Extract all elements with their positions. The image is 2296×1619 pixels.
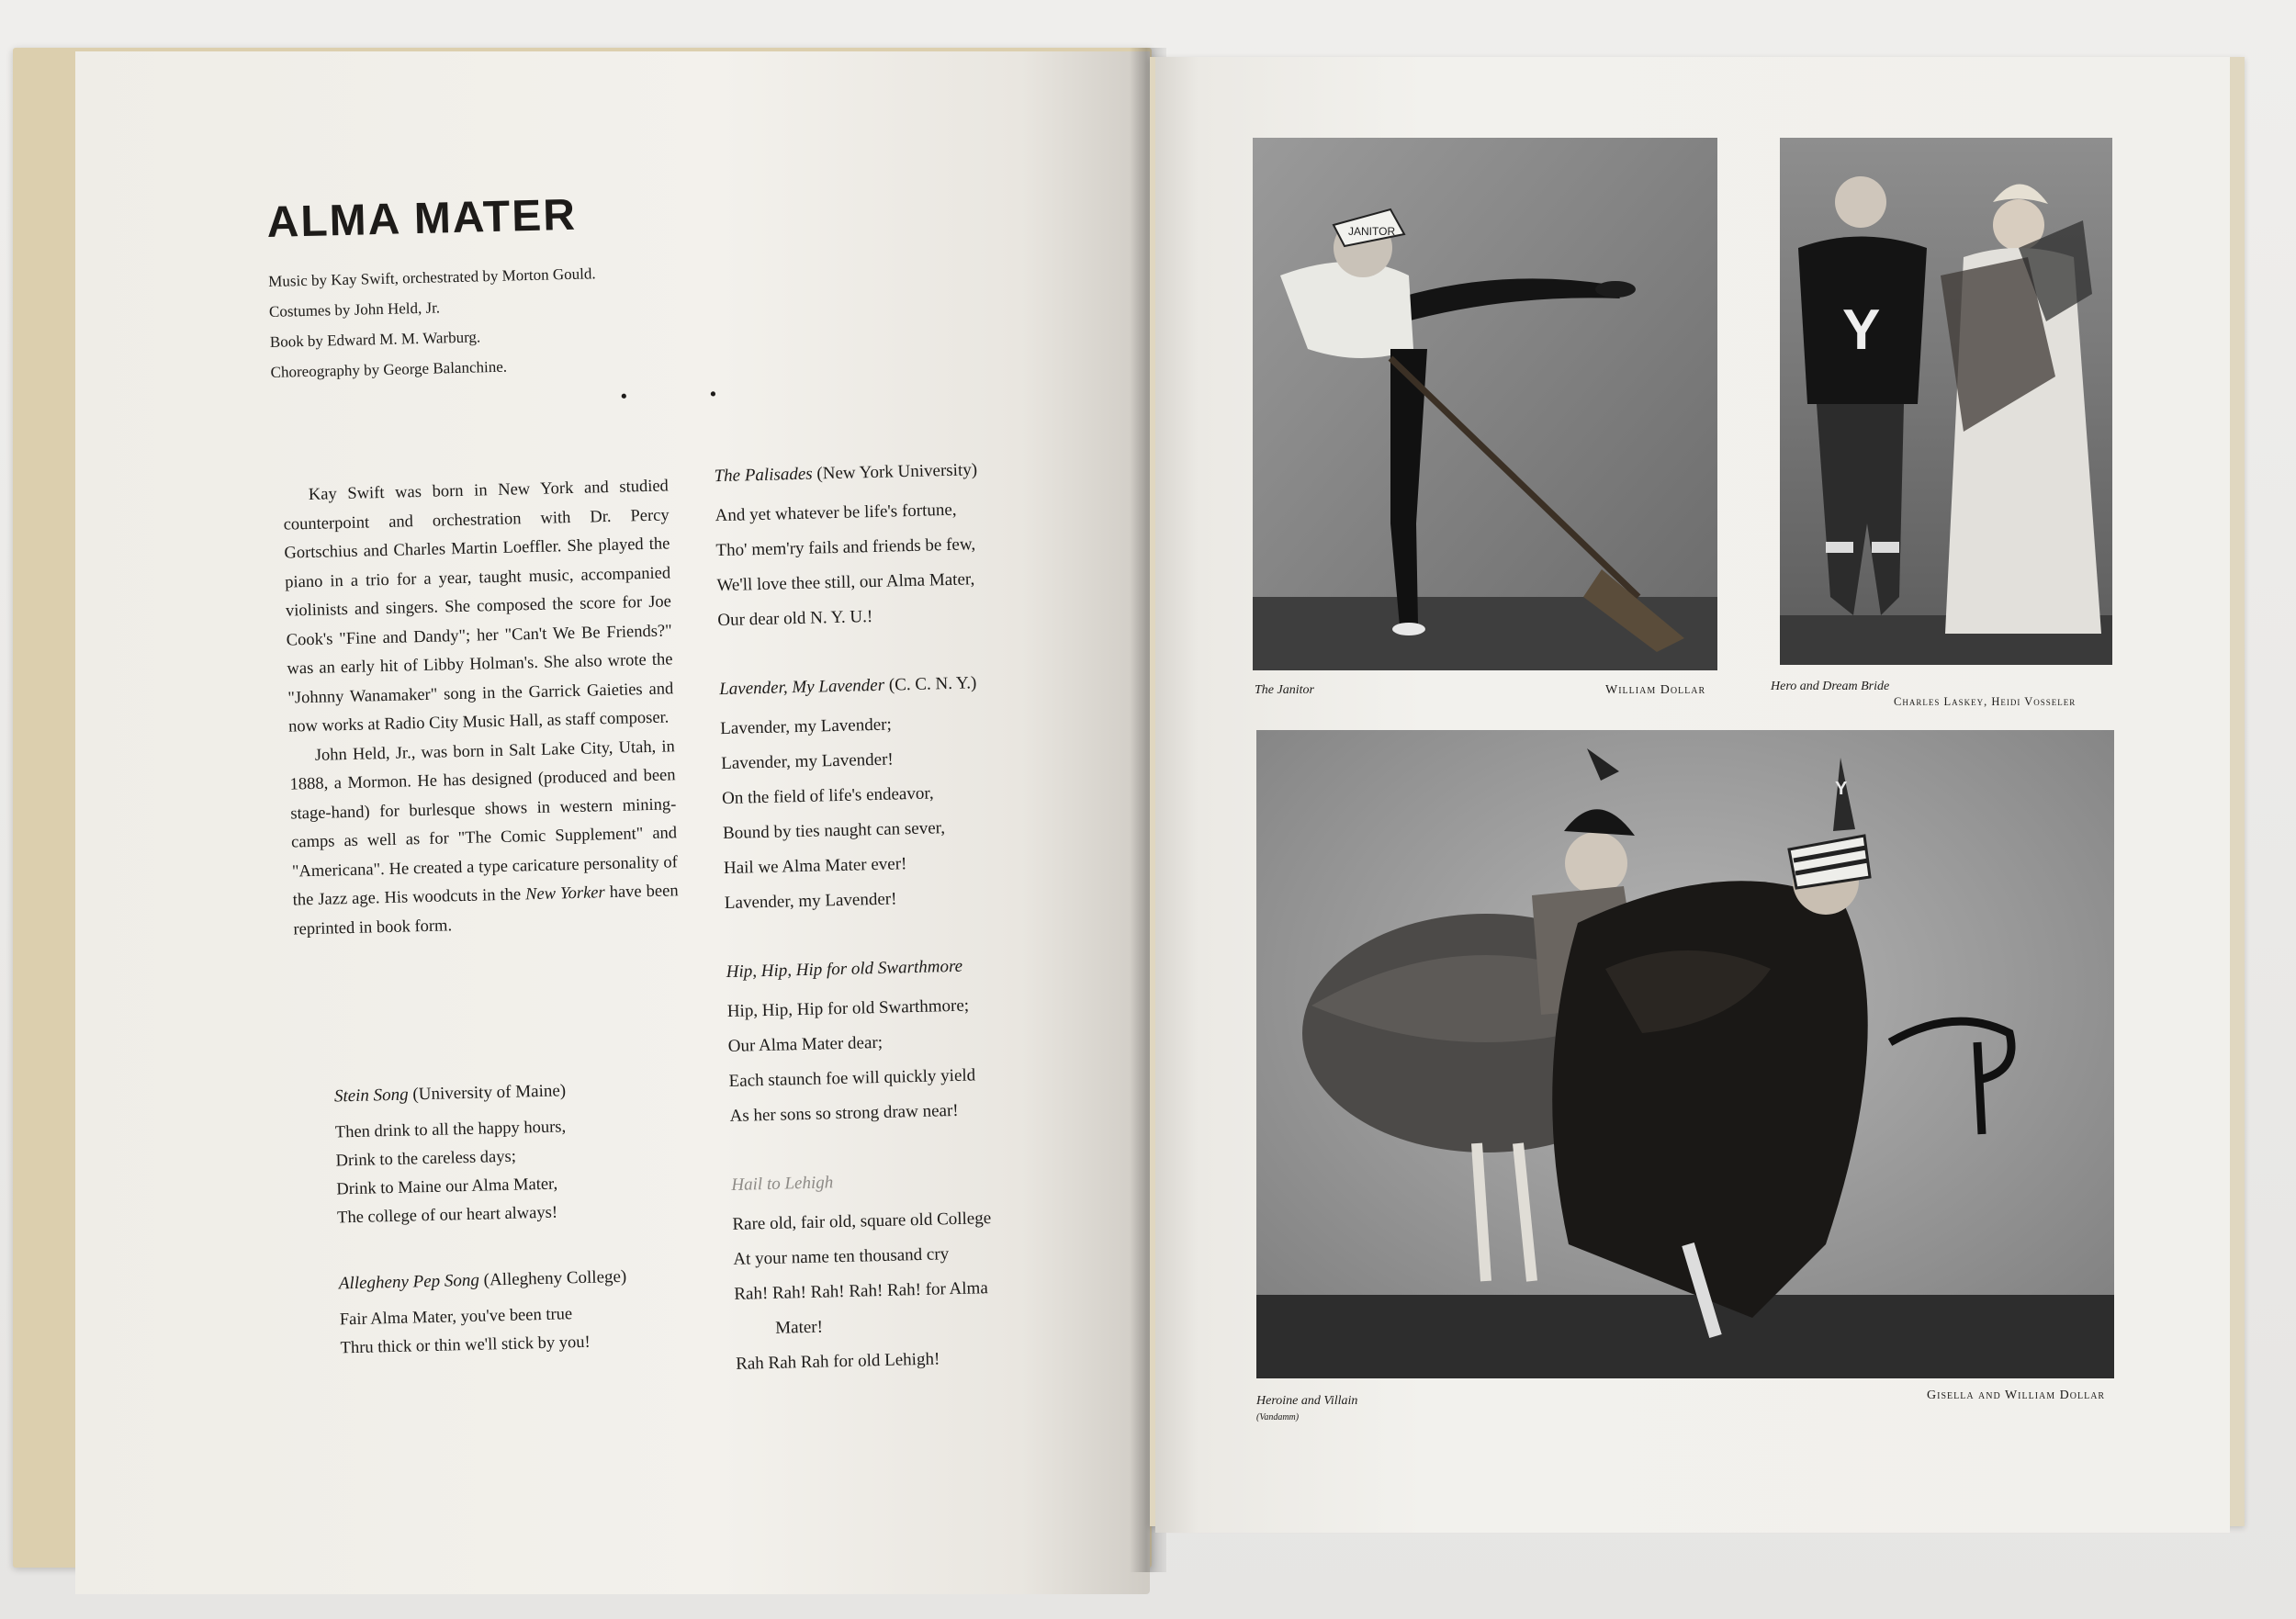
song-school: (Allegheny College) <box>483 1266 627 1290</box>
bio-new-yorker: New Yorker <box>524 883 605 905</box>
song-lavender <box>719 666 1110 921</box>
credit-choreography: Choreography by George Balanchine. <box>270 357 508 381</box>
caption-janitor: The Janitor <box>1255 683 1314 697</box>
credit-book: Book by Edward M. M. Warburg. <box>269 328 481 351</box>
song-line: The college of our heart always! <box>336 1203 558 1228</box>
hero-bride-illustration <box>1780 138 2112 665</box>
song-line: Thru thick or thin we'll stick by you! <box>340 1332 591 1358</box>
hat-letter: Y <box>1835 779 1848 799</box>
subcaption-vandamm: (Vandamm) <box>1256 1412 1300 1422</box>
photo-heroine-villain <box>1256 730 2114 1378</box>
song-line: At your name ten thousand cry <box>733 1244 950 1269</box>
janitor-illustration <box>1253 138 1717 670</box>
song-lehigh <box>731 1162 1121 1382</box>
song-school: (University of Maine) <box>412 1081 567 1105</box>
bio-john-held-text-b: have been reprinted in book form. <box>293 882 679 939</box>
photo-hero-bride <box>1780 138 2112 665</box>
page-title: ALMA MATER <box>266 190 578 247</box>
song-line: Hail we Alma Mater ever! <box>723 854 907 879</box>
credit-heroine-villain: Gisella and William Dollar <box>1927 1389 2106 1402</box>
credit-janitor: William Dollar <box>1605 683 1706 697</box>
song-school: (C. C. N. Y.) <box>888 673 977 695</box>
song-line: Fair Alma Mater, you've been true <box>339 1305 573 1330</box>
song-line: Rah Rah Rah for old Lehigh! <box>735 1349 940 1374</box>
song-line: Each staunch foe will quickly yield <box>728 1065 976 1091</box>
song-line: We'll love thee still, our Alma Mater, <box>716 569 975 596</box>
song-line: Our Alma Mater dear; <box>727 1032 884 1056</box>
song-school: (New York University) <box>816 460 978 484</box>
janitor-cap-label: JANITOR <box>1348 225 1396 238</box>
song-line: Then drink to all the happy hours, <box>334 1118 567 1142</box>
song-palisades <box>714 453 1104 638</box>
ornament-dots: • • <box>620 381 756 408</box>
bio-column <box>283 472 680 944</box>
song-line: Tho' mem'ry fails and friends be few, <box>715 534 976 561</box>
song-title: The Palisades <box>714 464 813 487</box>
credit-music: Music by Kay Swift, orchestrated by Morton Gould. <box>268 264 596 290</box>
song-line: Lavender, my Lavender! <box>720 749 894 774</box>
song-title: Hip, Hip, Hip for old Swarthmore <box>726 956 963 983</box>
caption-hero-bride: Hero and Dream Bride <box>1771 680 1890 693</box>
credit-costumes: Costumes by John Held, Jr. <box>268 298 441 320</box>
song-line: Drink to the careless days; <box>335 1147 517 1171</box>
song-title: Lavender, My Lavender <box>718 675 885 700</box>
song-line: Rah! Rah! Rah! Rah! Rah! for Alma <box>734 1278 988 1304</box>
song-line: Bound by ties naught can sever, <box>722 818 946 844</box>
song-line: Hip, Hip, Hip for old Swarthmore; <box>726 995 970 1022</box>
song-line: Mater! <box>774 1317 824 1338</box>
song-line: Lavender, my Lavender; <box>720 714 893 739</box>
song-title: Stein Song <box>333 1085 409 1107</box>
song-stein <box>334 1073 724 1232</box>
bio-john-held-text-a: John Held, Jr., was born in Salt Lake City, Utah, in 1888, a Mormon. He has designed (produced and been stage-hand) for burlesque shows in western mining-camps as well as for "The Comic Supplement" and "Americana". He created a type caricature personality of the Jazz age. His woodcuts in the <box>289 736 679 910</box>
sweater-letter: Y <box>1842 298 1881 362</box>
heroine-villain-illustration <box>1256 730 2114 1378</box>
song-title: Allegheny Pep Song <box>338 1270 480 1294</box>
song-line: Our dear old N. Y. U.! <box>717 607 873 631</box>
credit-hero-bride: Charles Laskey, Heidi Vosseler <box>1894 695 2077 708</box>
song-swarthmore <box>726 949 1116 1134</box>
song-title: Hail to Lehigh <box>731 1173 834 1195</box>
song-line: Lavender, my Lavender! <box>724 889 897 914</box>
songs-column-right <box>714 453 1122 1419</box>
bio-kay-swift: Kay Swift was born in New York and studied counterpoint and orchestration with Dr. Percy Gortschius and Charles Martin Loeffler. She played the piano in a trio for a year, taught music, accompanied violinists and singers. She composed the score for Joe Cook's "Fine and Dandy"; her "Can't We Be Friends?" was an early hit of Libby Holman's. She also wrote the "Johnny Wanamaker" song in the Garrick Gaieties and now works at Radio City Music Hall, as staff composer. <box>283 477 674 736</box>
bio-john-held <box>288 733 679 945</box>
photo-janitor <box>1253 138 1717 670</box>
left-page-content <box>266 177 1080 1374</box>
song-allegheny <box>339 1260 726 1363</box>
credits-block <box>268 246 1079 387</box>
song-line: Drink to Maine our Alma Mater, <box>336 1175 558 1199</box>
song-line: And yet whatever be life's fortune, <box>715 500 957 526</box>
song-line: As her sons so strong draw near! <box>729 1100 959 1126</box>
caption-heroine-villain: Heroine and Villain <box>1256 1394 1358 1408</box>
song-line: On the field of life's endeavor, <box>721 783 934 809</box>
song-line: Rare old, fair old, square old College <box>732 1209 992 1234</box>
songs-column-left <box>334 1073 727 1400</box>
